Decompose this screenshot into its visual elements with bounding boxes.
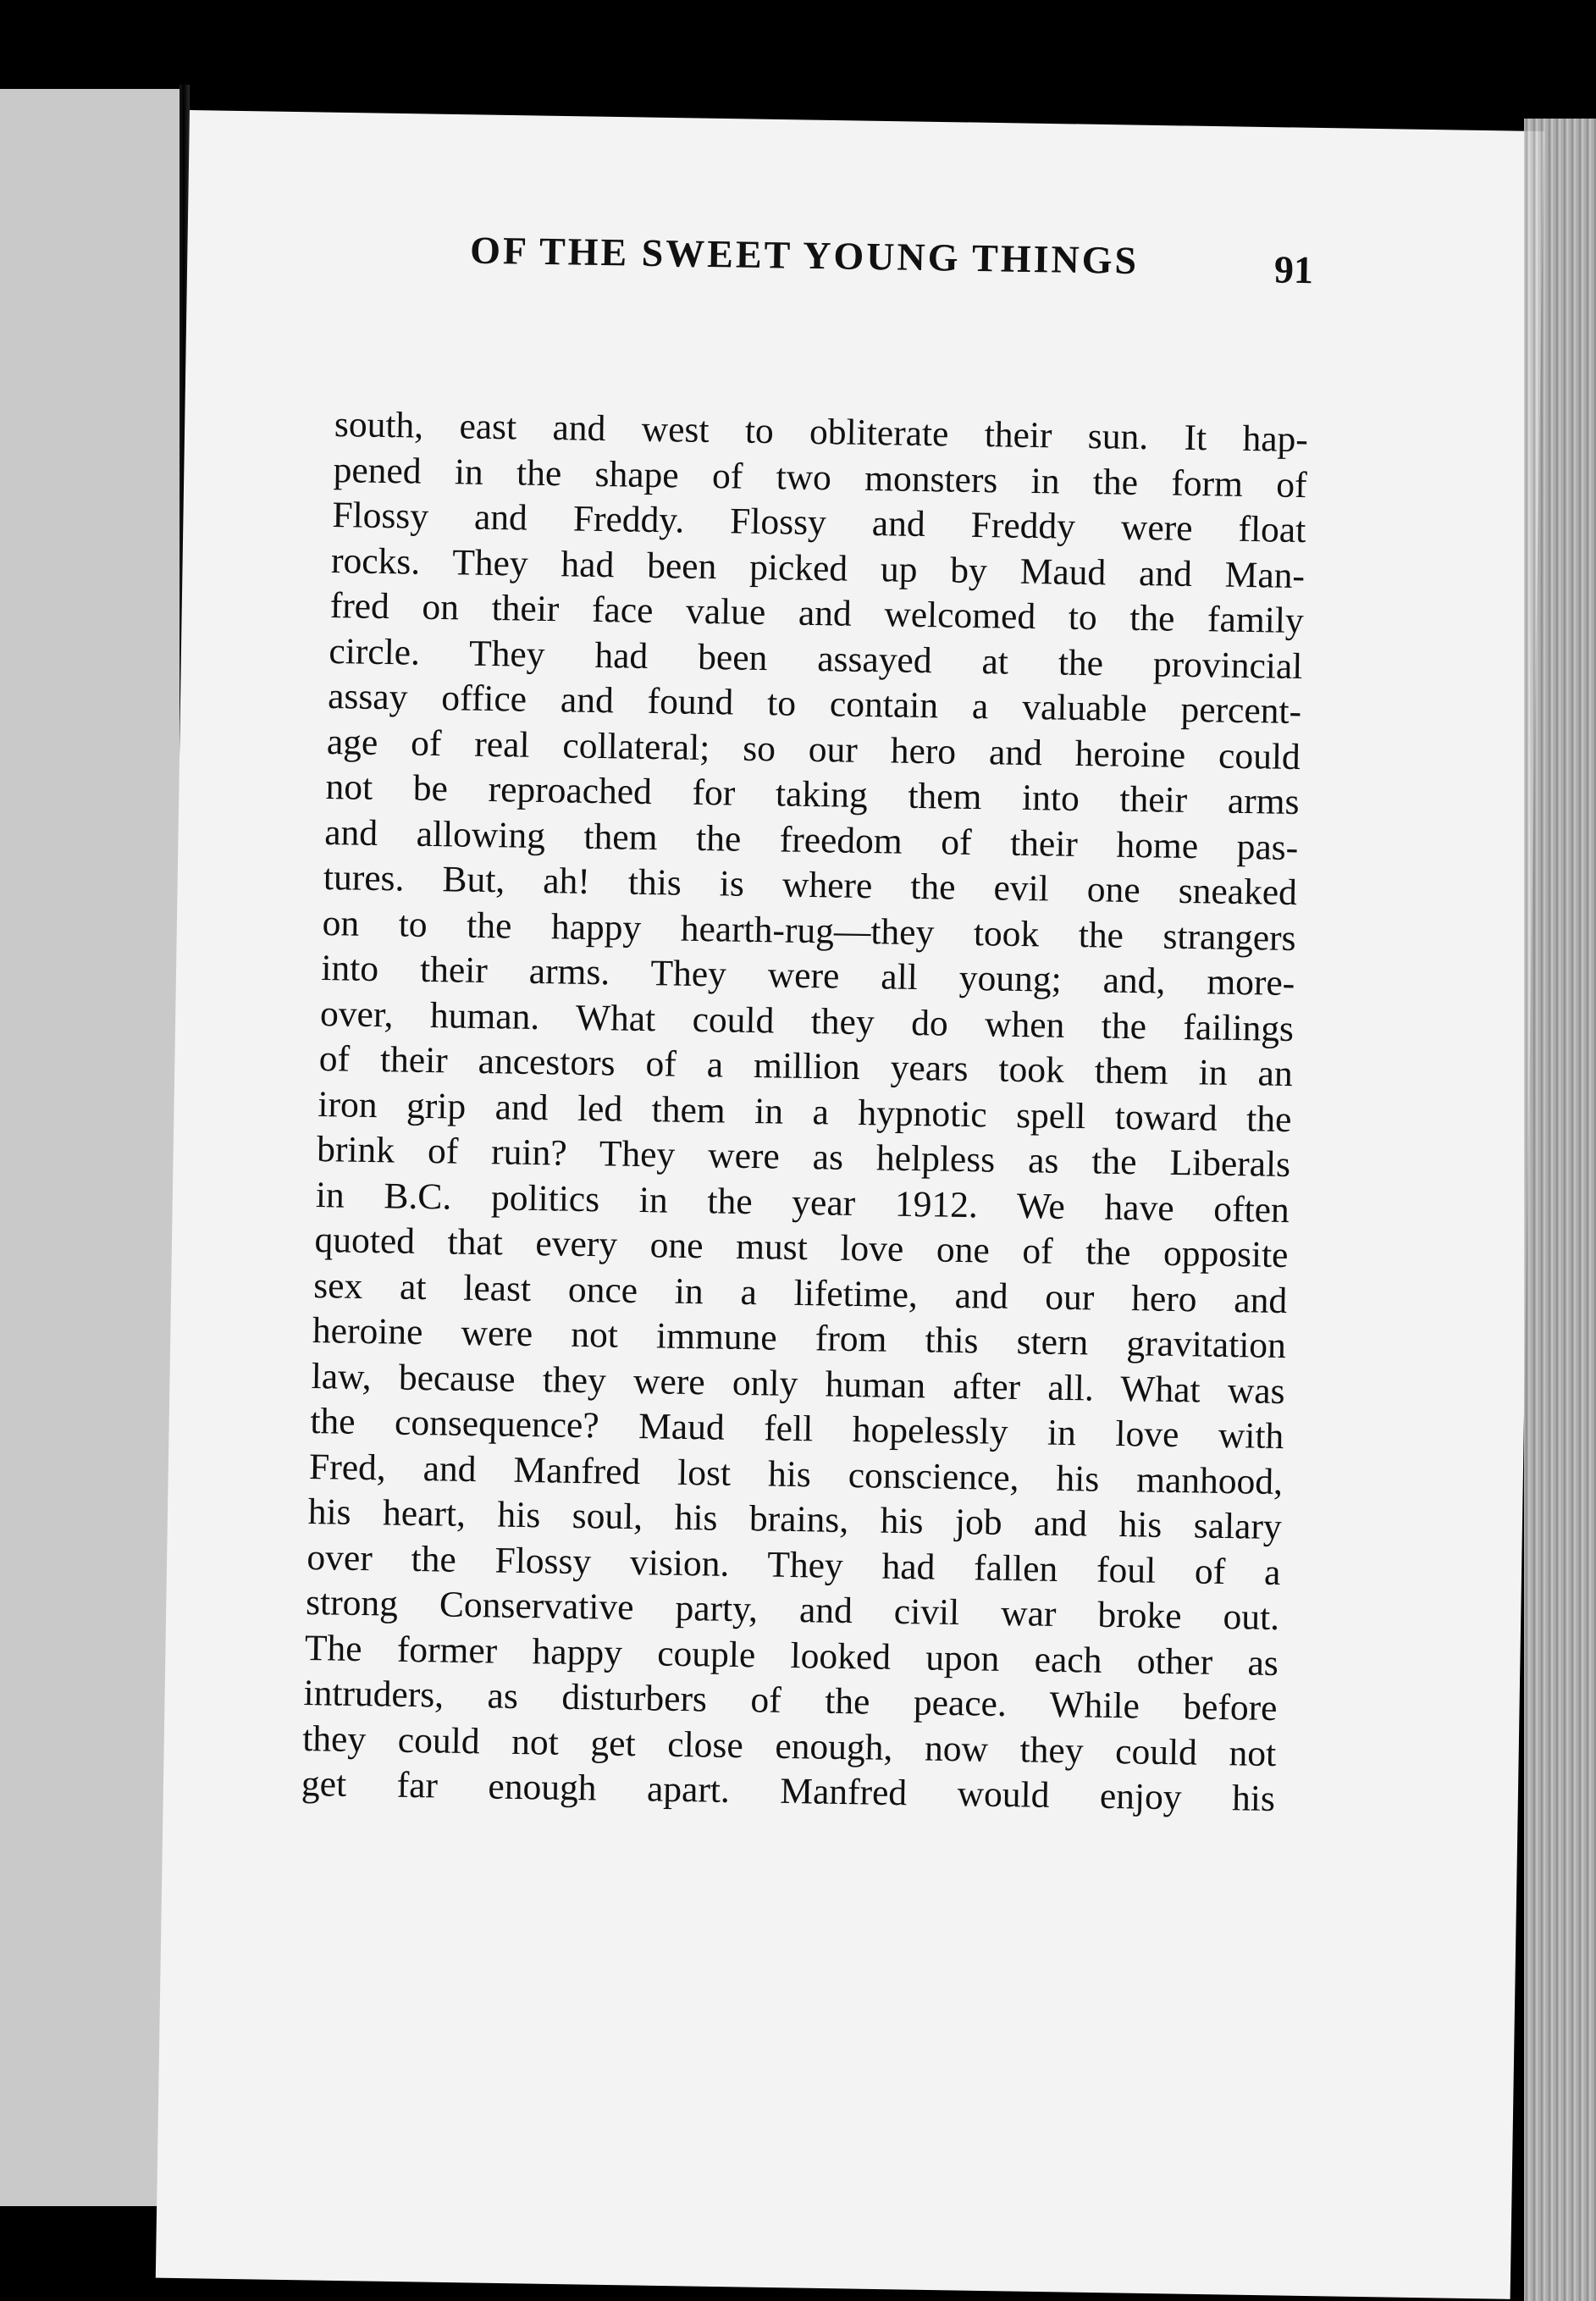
text-line: of their ancestors of a million years took them in an [318, 1038, 1294, 1095]
text-line: the consequence? Maud fell hopelessly in love with [310, 1401, 1284, 1457]
text-line: heroine were not immune from this stern gravitation [312, 1310, 1287, 1367]
text-line: over the Flossy vision. They had fallen foul of a [306, 1536, 1281, 1593]
text-line: into their arms. They were all young; and, more- [321, 948, 1295, 1004]
text-line: his heart, his soul, his brains, his job and his salary [307, 1491, 1283, 1548]
text-line: strong Conservative party, and civil war broke out. [305, 1582, 1280, 1639]
text-line: fred on their face value and welcomed to the family [329, 585, 1305, 642]
page-stack-edge [1524, 119, 1596, 2301]
text-line: Fred, and Manfred lost his conscience, his manhood, [308, 1446, 1284, 1502]
text-line: circle. They had been assayed at the provincial [329, 630, 1303, 687]
page-header [274, 224, 1314, 317]
text-line: intruders, as disturbers of the peace. While before [303, 1673, 1278, 1729]
text-line: tures. But, ah! this is where the evil one sneaked [323, 857, 1298, 914]
text-line: The former happy couple looked upon each other as [304, 1627, 1279, 1684]
text-line: not be reproached for taking them into their arms [325, 766, 1300, 823]
previous-page-edge [0, 89, 182, 2206]
text-line: iron grip and led them in a hypnotic spell toward the [318, 1083, 1292, 1140]
text-line: Flossy and Freddy. Flossy and Freddy were float [332, 495, 1306, 551]
text-line: over, human. What could they do when the failings [319, 993, 1295, 1049]
page-number: 91 [1273, 247, 1314, 292]
text-line: age of real collateral; so our hero and heroine could [326, 721, 1301, 777]
text-line: on to the happy hearth-rug—they took the strangers [322, 902, 1296, 959]
running-head: OF THE SWEET YOUNG THINGS [469, 228, 1140, 283]
text-line: quoted that every one must love one of the opposite [314, 1220, 1289, 1276]
text-line: they could not get close enough, now they could not [301, 1717, 1277, 1774]
text-line: and allowing them the freedom of their home pas- [323, 811, 1299, 868]
text-line: brink of ruin? They were as helpless as the Liberals [316, 1129, 1291, 1186]
text-line: sex at least once in a lifetime, and our hero and [312, 1264, 1288, 1321]
text-line: in B.C. politics in the year 1912. We have often [315, 1174, 1290, 1231]
body-text [301, 402, 1309, 1820]
text-line: law, because they were only human after all. What was [311, 1355, 1285, 1412]
text-line: rocks. They had been picked up by Maud and Man- [330, 539, 1306, 596]
text-line: south, east and west to obliterate their sun. It hap- [334, 404, 1309, 461]
text-line: assay office and found to contain a valuable percent- [327, 676, 1302, 733]
text-line: get far enough apart. Manfred would enjoy his [301, 1763, 1276, 1820]
text-line: pened in the shape of two monsters in the form of [333, 449, 1307, 506]
